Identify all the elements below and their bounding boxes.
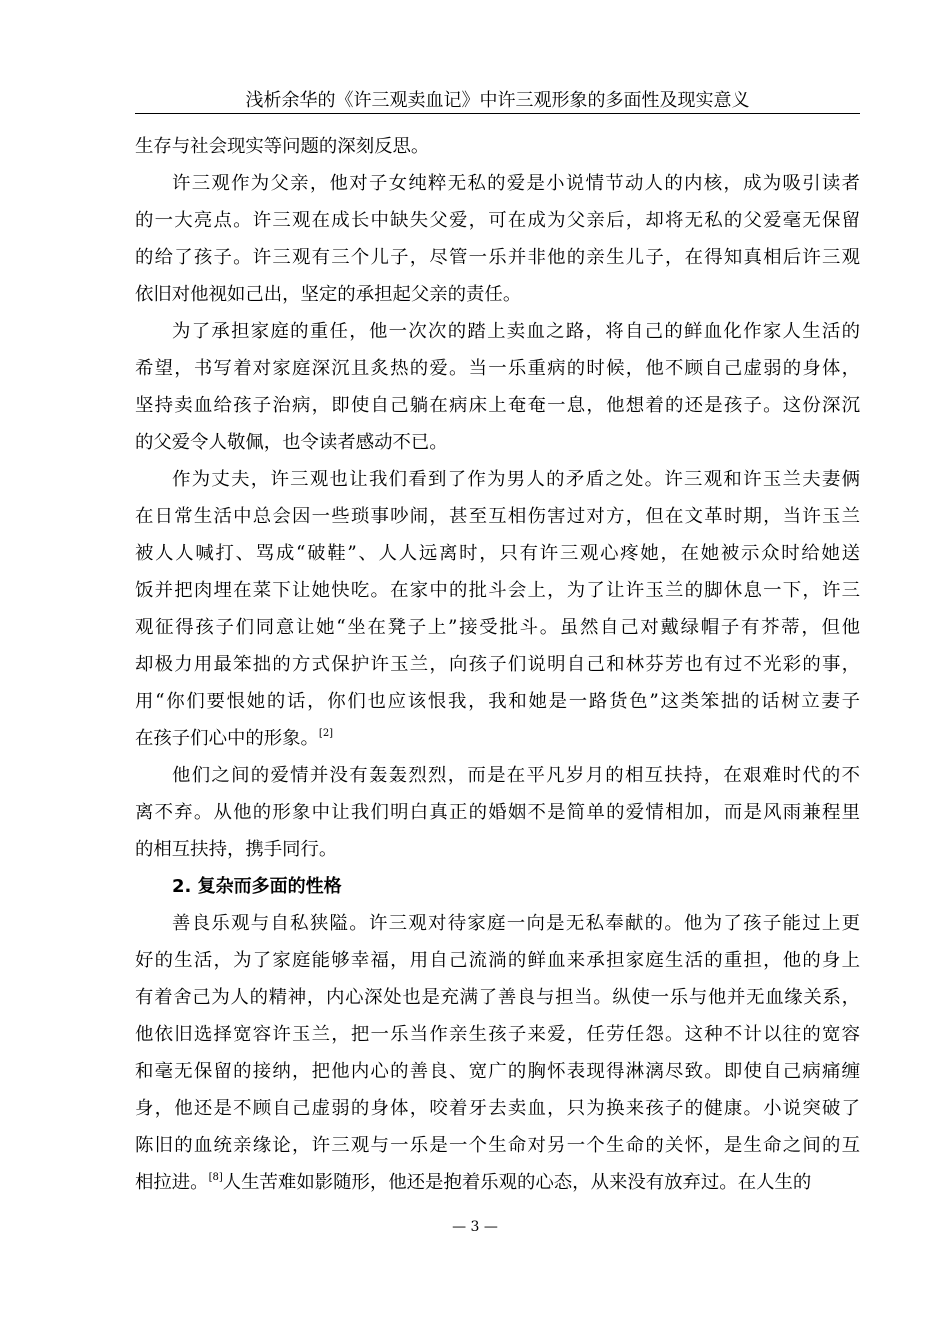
paragraph: [135, 165, 860, 313]
text-line: 有着舍己为人的精神，内心深处也是充满了善良与担当。纵使一乐与他并无血缘关系，: [135, 987, 860, 1008]
body-text: [135, 128, 860, 1201]
text-line: 的一大亮点。许三观在成长中缺失父爱，可在成为父亲后，却将无私的父爱毫无保留: [135, 210, 860, 231]
citation-ref: [2]: [318, 728, 334, 739]
citation-ref: [8]: [208, 1172, 223, 1183]
text-line: 在日常生活中总会因一些琐事吵闹，甚至互相伤害过对方，但在文革时期，当许玉兰: [135, 506, 860, 527]
text-line: 和毫无保留的接纳，把他内心的善良、宽广的胸怀表现得淋漓尽致。即使自己病痛缠: [135, 1061, 860, 1082]
text-line: 许三观作为父亲，他对子女纯粹无私的爱是小说情节动人的内核，成为吸引读者: [172, 173, 860, 194]
text-line: 用“你们要恨她的话，你们也应该恨我，我和她是一路货色”这类笨拙的话树立妻子: [135, 691, 860, 712]
text-line: 陈旧的血统亲缘论，许三观与一乐是一个生命对另一个生命的关怀，是生命之间的互: [135, 1135, 860, 1156]
text-line: 好的生活，为了家庭能够幸福，用自己流淌的鲜血来承担家庭生活的重担，他的身上: [135, 950, 860, 971]
text-line: 坚持卖血给孩子治病，即使自己躺在病床上奄奄一息，他想着的还是孩子。这份深沉: [135, 395, 860, 416]
text-line: 的相互扶持，携手同行。: [135, 839, 338, 860]
text-line: 他依旧选择宽容许玉兰，把一乐当作亲生孩子来爱，任劳任怨。这种不计以往的宽容: [135, 1024, 860, 1045]
paragraph: [135, 757, 860, 868]
text-line: 生存与社会现实等问题的深刻反思。: [135, 136, 430, 157]
page-footer: [0, 1217, 950, 1237]
text-line: 被人人喊打、骂成“破鞋”、人人远离时，只有许三观心疼她，在她被示众时给她送: [135, 543, 860, 564]
header-title: 浅析余华的《许三观卖血记》中许三观形象的多面性及现实意义: [245, 90, 750, 111]
paragraph: [135, 461, 860, 757]
text-line: 离不弃。从他的形象中让我们明白真正的婚姻不是简单的爱情相加，而是风雨兼程里: [135, 802, 860, 823]
text-line: 的给了孩子。许三观有三个儿子，尽管一乐并非他的亲生儿子，在得知真相后许三观: [135, 247, 860, 268]
text-line: 观征得孩子们同意让她“坐在凳子上”接受批斗。虽然自己对戴绿帽子有芥蒂，但他: [135, 617, 860, 638]
text-line: 为了承担家庭的重任，他一次次的踏上卖血之路，将自己的鲜血化作家人生活的: [172, 321, 860, 342]
text-line: 却极力用最笨拙的方式保护许玉兰，向孩子们说明自己和林芬芳也有过不光彩的事，: [135, 654, 860, 675]
text-line: 的父爱令人敬佩，也令读者感动不已。: [135, 432, 448, 453]
text-line: [135, 1164, 860, 1201]
line-text: 相拉进。: [135, 1172, 209, 1193]
text-line: 依旧对他视如己出，坚定的承担起父亲的责任。: [135, 284, 522, 305]
text-line: 他们之间的爱情并没有轰轰烈烈，而是在平凡岁月的相互扶持，在艰难时代的不: [172, 765, 860, 786]
paragraph: [135, 313, 860, 461]
paragraph: [135, 128, 860, 165]
line-text: 人生苦难如影随形，他还是抱着乐观的心态，从来没有放弃过。在人生的: [222, 1172, 812, 1193]
paragraph: [135, 905, 860, 1201]
text-line: 希望，书写着对家庭深沉且炙热的爱。当一乐重病的时候，他不顾自己虚弱的身体，: [135, 358, 860, 379]
section-heading: 2. 复杂而多面的性格: [172, 876, 342, 897]
text-line: 饭并把肉埋在菜下让她快吃。在家中的批斗会上，为了让许玉兰的脚休息一下，许三: [135, 580, 860, 601]
running-header: [135, 89, 860, 114]
text-line: 身，他还是不顾自己虚弱的身体，咬着牙去卖血，只为换来孩子的健康。小说突破了: [135, 1098, 860, 1119]
text-line: 善良乐观与自私狭隘。许三观对待家庭一向是无私奉献的。他为了孩子能过上更: [172, 913, 860, 934]
line-text: 在孩子们心中的形象。: [135, 728, 319, 749]
page-number: — 3 —: [452, 1219, 498, 1235]
text-line: 作为丈夫，许三观也让我们看到了作为男人的矛盾之处。许三观和许玉兰夫妻俩: [172, 469, 860, 490]
text-line: [135, 720, 860, 757]
